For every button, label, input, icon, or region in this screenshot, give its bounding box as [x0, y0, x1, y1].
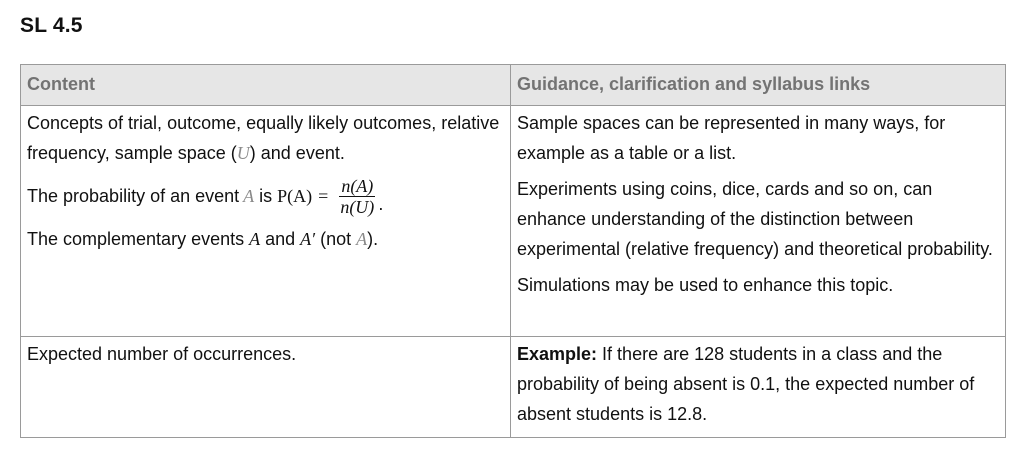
text-fragment: The complementary events — [27, 229, 250, 249]
content-paragraph: Expected number of occurrences. — [27, 344, 297, 364]
header-guidance: Guidance, clarification and syllabus links — [511, 65, 1006, 106]
guidance-paragraph — [517, 339, 999, 429]
content-cell — [21, 106, 511, 337]
guidance-cell — [511, 106, 1006, 337]
text-fragment: If there are 128 students in a class and the probability of being absent is 0.1, the expected number of absent students is 12.8. — [517, 344, 975, 424]
table-header-row — [21, 65, 1006, 106]
text-fragment: The probability of an event — [27, 186, 240, 206]
table-row — [21, 337, 1006, 438]
text-fragment: and — [260, 229, 301, 249]
guidance-paragraph: Sample spaces can be represented in many ways, for example as a table or a list. — [517, 113, 946, 163]
guidance-paragraph: Simulations may be used to enhance this topic. — [517, 275, 894, 295]
text-fragment: ). — [367, 229, 379, 249]
section-heading: SL 4.5 — [20, 14, 83, 37]
text-fragment: is — [254, 186, 278, 206]
fraction-denominator: n(U) — [340, 196, 375, 217]
guidance-cell — [511, 337, 1006, 438]
math-variable: A — [249, 229, 261, 249]
content-paragraph — [27, 108, 504, 168]
text-fragment: ) and event. — [249, 143, 345, 163]
table-row — [21, 106, 1006, 337]
fraction-numerator: n(A) — [341, 175, 374, 196]
guidance-paragraph: Experiments using coins, dice, cards and so on, can enhance understanding of the distinction between experimental (relative frequency) and theoretical probability. — [517, 179, 993, 259]
math-variable: A′ — [300, 229, 316, 249]
syllabus-table — [20, 64, 1006, 438]
equals-sign: = — [318, 186, 329, 206]
text-fragment: . — [378, 194, 384, 214]
math-variable: A — [243, 186, 255, 206]
math-variable: A — [356, 229, 368, 249]
text-fragment: Concepts of trial, outcome, equally likely outcomes, relative frequency, sample space ( — [27, 113, 500, 163]
content-cell — [21, 337, 511, 438]
probability-formula-line — [27, 168, 504, 224]
header-content: Content — [21, 65, 511, 106]
content-paragraph — [27, 224, 504, 254]
probability-fraction — [338, 176, 376, 217]
example-label: Example: — [517, 344, 598, 364]
text-fragment: (not — [315, 229, 357, 249]
math-variable: U — [236, 143, 250, 163]
math-expression: P(A) — [277, 186, 313, 206]
